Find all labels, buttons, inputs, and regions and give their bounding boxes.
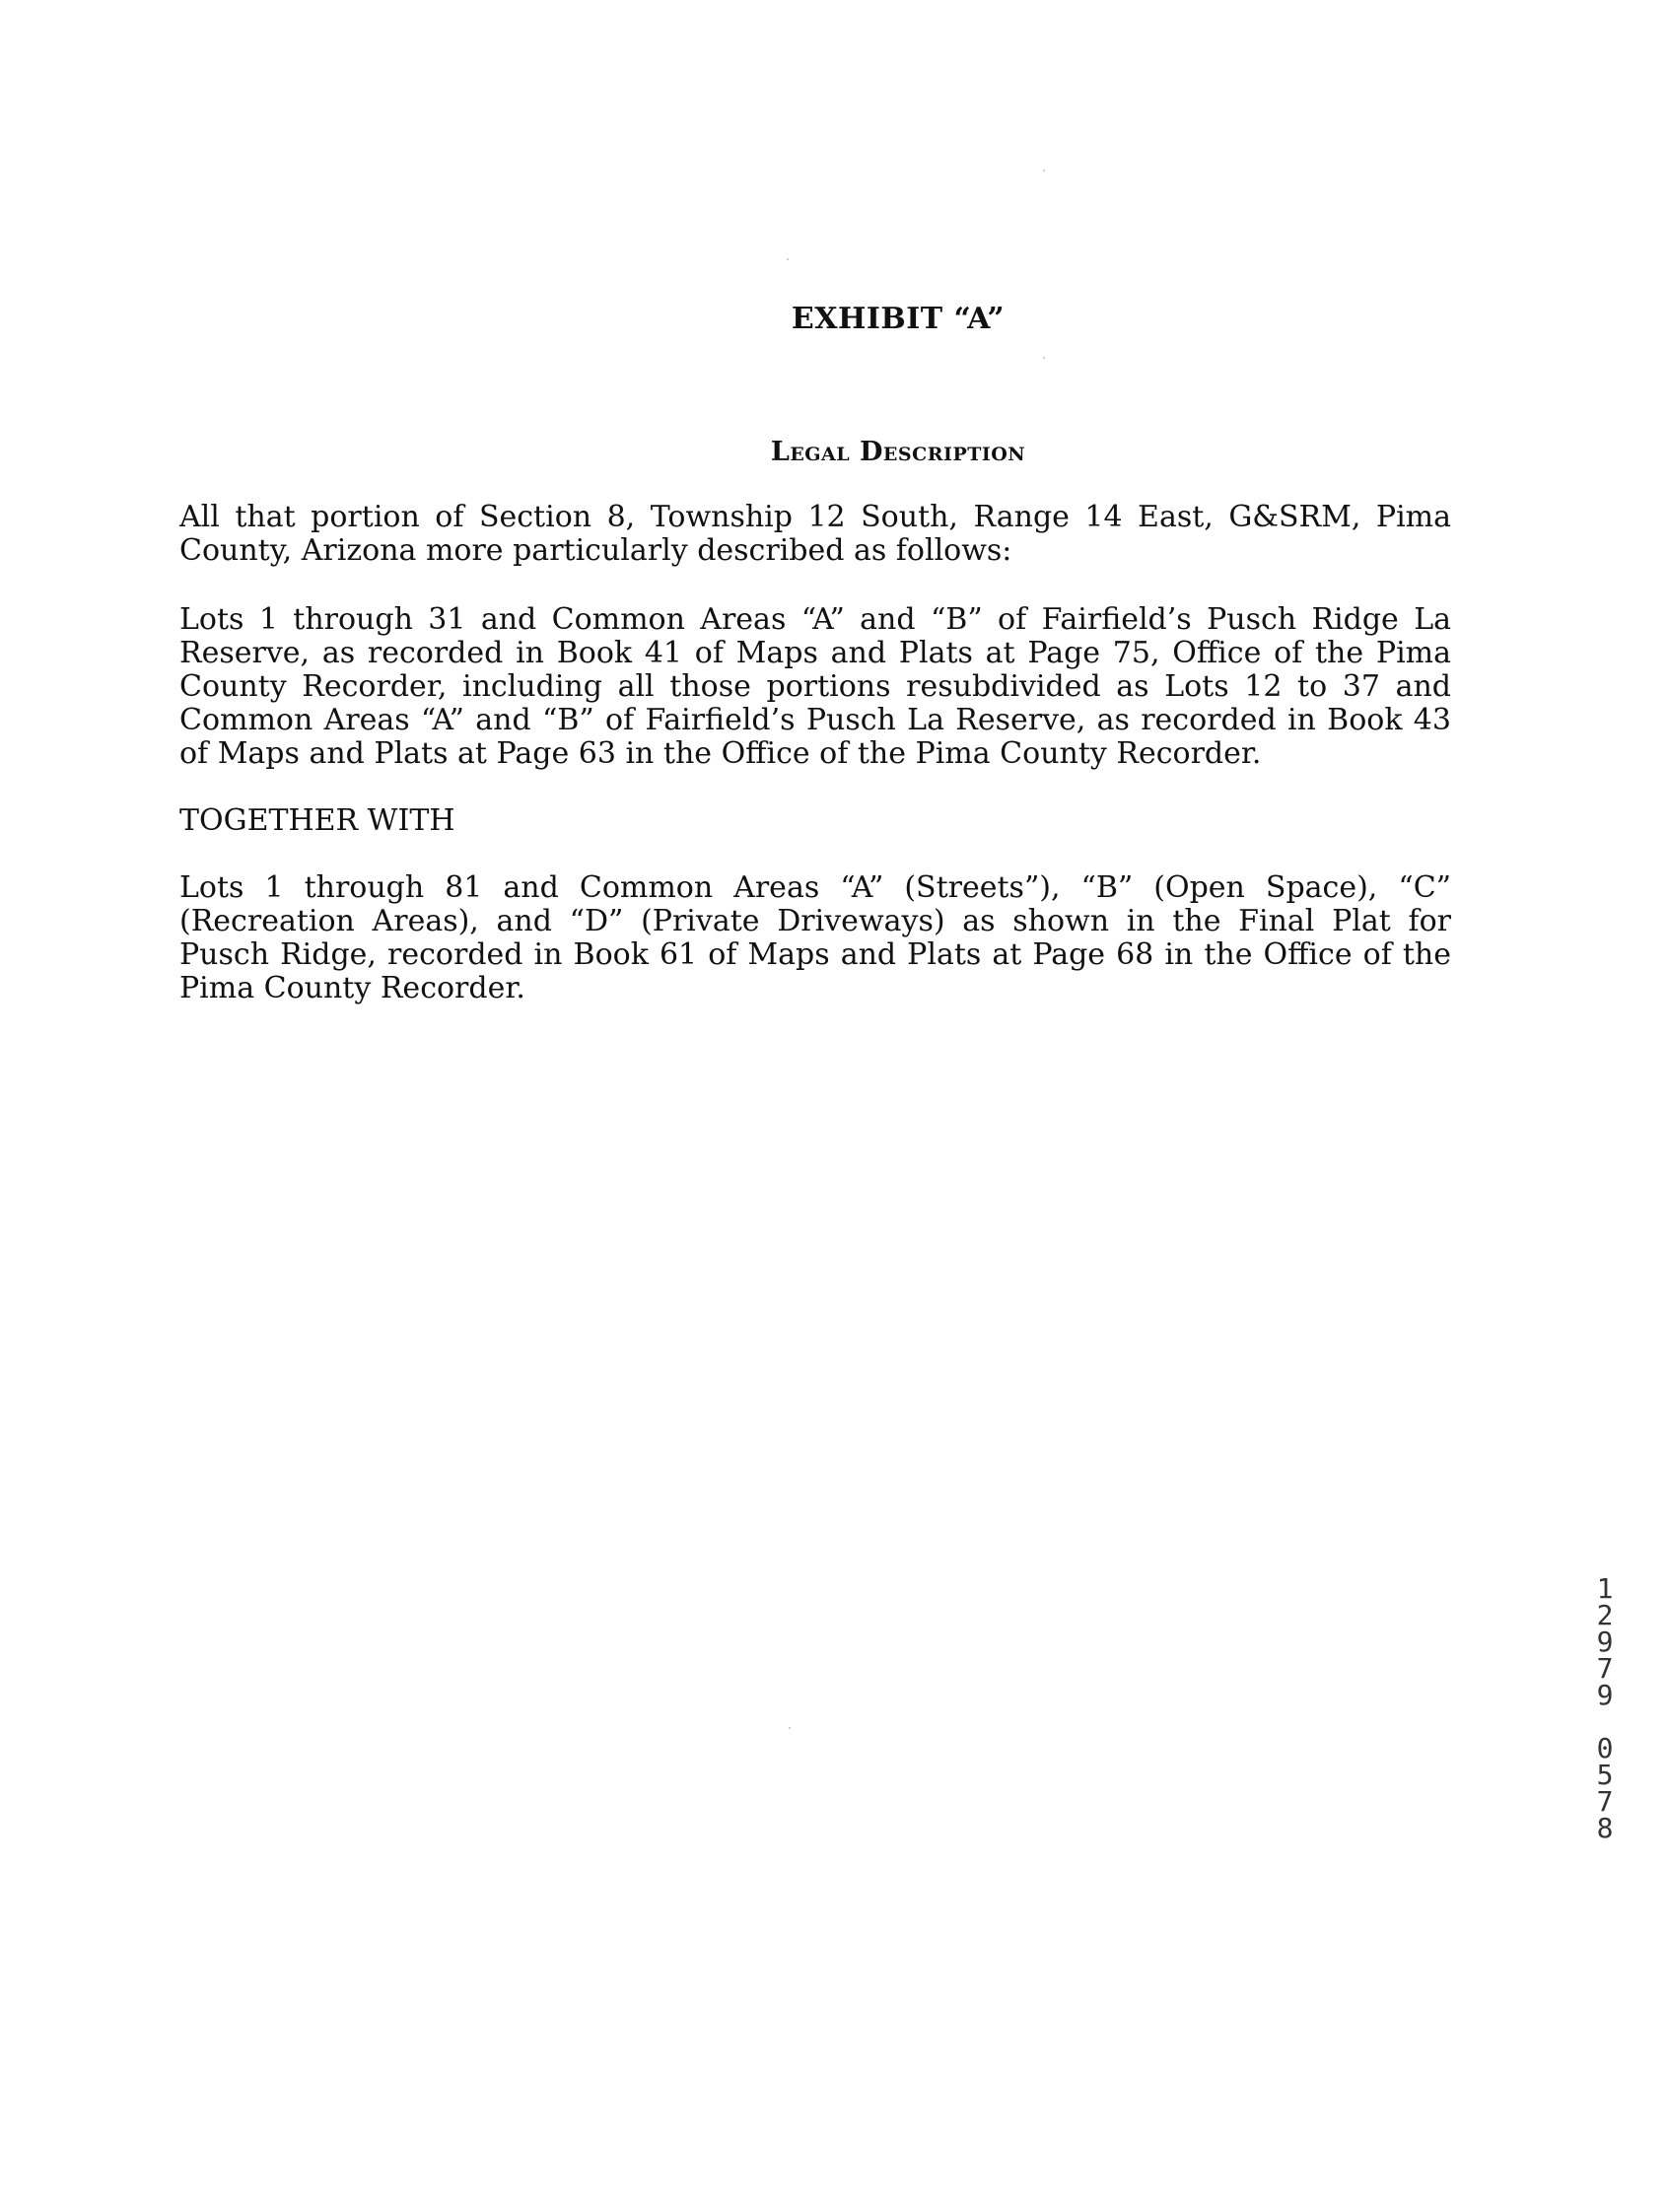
stamp-digit: 9 [1596,1679,1614,1711]
stamp-digit: 7 [1596,1785,1614,1818]
scan-speck [1043,170,1045,172]
stamp-digit: 7 [1596,1652,1614,1685]
legal-description-heading: Legal Description [770,437,1026,467]
recorder-page-number [1587,1732,1623,1844]
stamp-digit: 0 [1596,1732,1614,1764]
paragraph-la-reserve-lots: Lots 1 through 31 and Common Areas “A” and “B” of Fairfield’s Pusch Ridge La Reserve, as recorded in Book 41 of Maps and Plats at Page 75, Office of the Pima County Recorder, including all those portions resubdivided as Lots 12 to 37 and Common Areas “A” and “B” of Fairfield’s Pusch La Reserve, as recorded in Book 43 of Maps and Plats at Page 63 in the Office of the Pima County Recorder. [179,602,1451,771]
scan-speck [789,1727,791,1729]
paragraph-together-with: TOGETHER WITH [179,803,455,838]
scan-speck [1043,357,1045,359]
exhibit-title: EXHIBIT “A” [791,302,1006,336]
recorder-docket-number [1587,1572,1623,1711]
stamp-digit: 1 [1596,1572,1614,1605]
stamp-digit: 5 [1596,1759,1614,1791]
paragraph-section-description: All that portion of Section 8, Township 12 South, Range 14 East, G&SRM, Pima County, Arizona more particularly described as follows: [179,500,1451,568]
scan-speck [787,258,789,260]
recorder-stamp [1587,1572,1623,1844]
stamp-digit: 2 [1596,1599,1614,1631]
paragraph-pusch-ridge-lots: Lots 1 through 81 and Common Areas “A” (Streets”), “B” (Open Space), “C” (Recreation Areas), and “D” (Private Driveways) as shown in the Final Plat for Pusch Ridge, recorded in Book 61 of Maps and Plats at Page 68 in the Office of the Pima County Recorder. [179,870,1451,1005]
stamp-digit: 8 [1596,1812,1614,1844]
stamp-digit: 9 [1596,1625,1614,1658]
